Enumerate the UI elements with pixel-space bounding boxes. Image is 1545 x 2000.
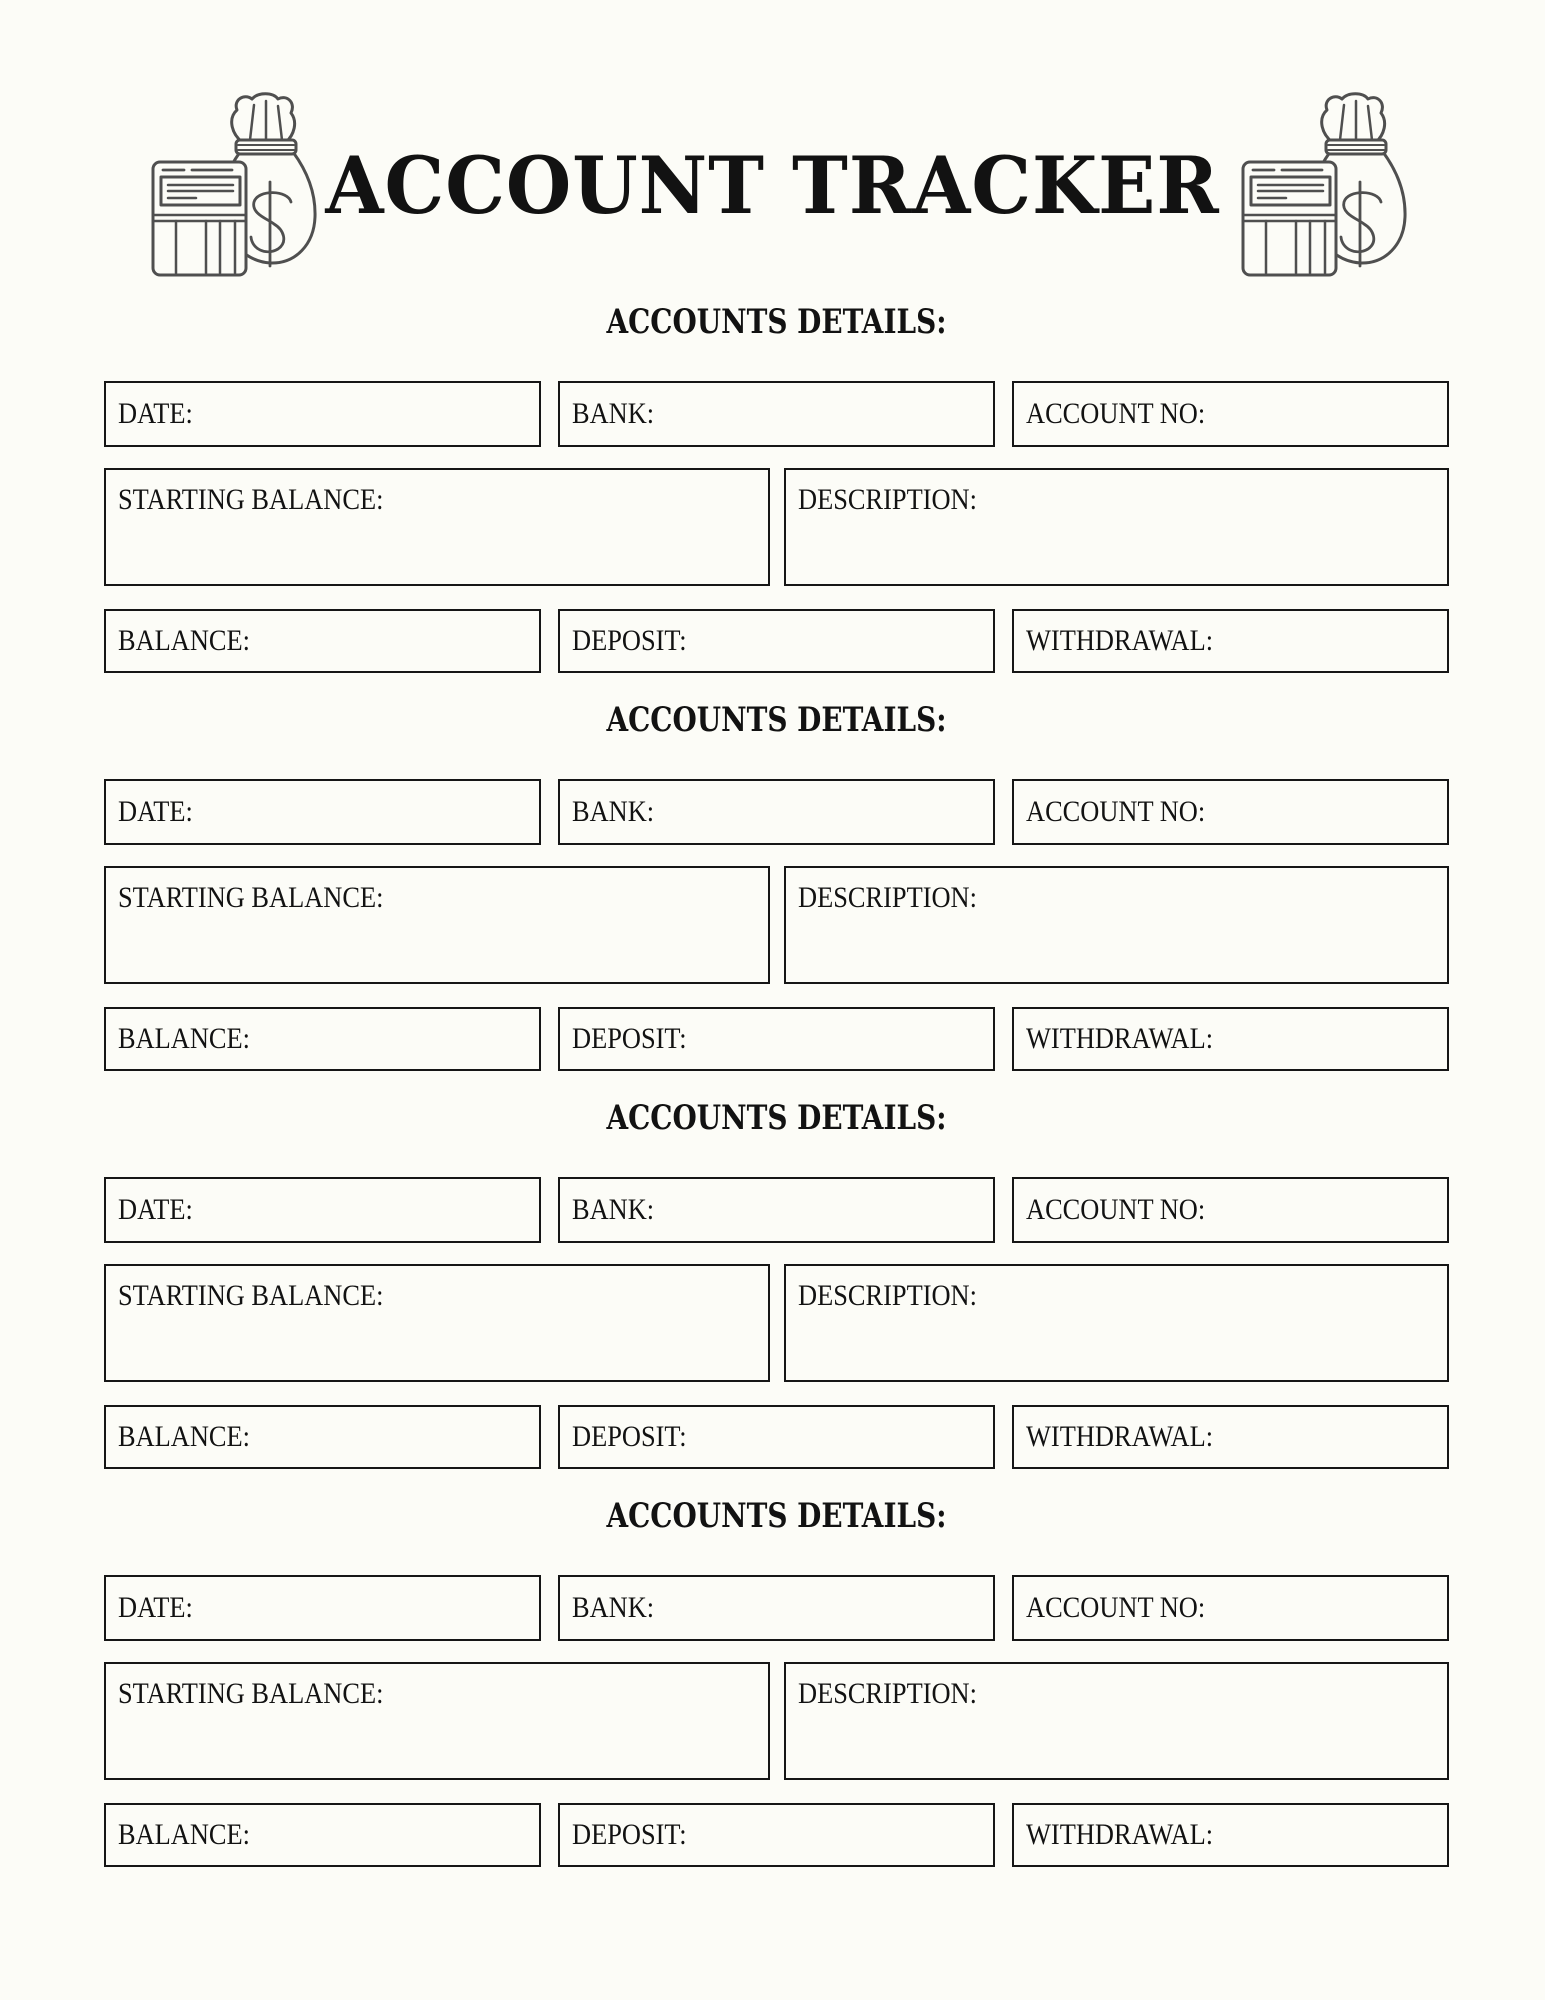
description-label: DESCRIPTION: (797, 1279, 977, 1312)
section-heading: ACCOUNTS DETAILS: (606, 1496, 947, 1536)
bank-label: BANK: (572, 1192, 655, 1226)
withdrawal-label: WITHDRAWAL: (1026, 1817, 1214, 1851)
withdrawal-field[interactable] (1012, 609, 1449, 673)
starting-balance-label: STARTING BALANCE: (118, 881, 384, 914)
section-rows (104, 1177, 1449, 1469)
starting-balance-field[interactable] (104, 1264, 770, 1382)
starting-balance-label: STARTING BALANCE: (118, 483, 384, 516)
description-field[interactable] (784, 866, 1450, 984)
deposit-field[interactable] (558, 1803, 995, 1867)
date-label: DATE: (118, 396, 193, 430)
account-details-section (104, 1098, 1449, 1469)
balance-field[interactable] (104, 1405, 541, 1469)
description-label: DESCRIPTION: (797, 483, 977, 516)
starting-balance-label: STARTING BALANCE: (118, 1279, 384, 1312)
description-field[interactable] (784, 1264, 1450, 1382)
description-label: DESCRIPTION: (797, 881, 977, 914)
cash-register-money-bag-icon (1238, 92, 1410, 282)
bank-label: BANK: (572, 396, 655, 430)
balance-field[interactable] (104, 1803, 541, 1867)
balance-label: BALANCE: (118, 1021, 250, 1055)
section-rows (104, 381, 1449, 673)
deposit-label: DEPOSIT: (572, 1021, 687, 1055)
date-label: DATE: (118, 794, 193, 828)
account-details-section (104, 302, 1449, 673)
field-row (104, 1662, 1449, 1780)
withdrawal-field[interactable] (1012, 1803, 1449, 1867)
field-row (104, 1575, 1449, 1641)
account-no-label: ACCOUNT NO: (1026, 1590, 1206, 1624)
bank-label: BANK: (572, 794, 655, 828)
page-title: ACCOUNT TRACKER (325, 139, 1220, 232)
balance-field[interactable] (104, 609, 541, 673)
field-row (104, 468, 1449, 586)
date-field[interactable] (104, 779, 541, 845)
date-label: DATE: (118, 1590, 193, 1624)
deposit-label: DEPOSIT: (572, 1419, 687, 1453)
starting-balance-field[interactable] (104, 468, 770, 586)
starting-balance-label: STARTING BALANCE: (118, 1677, 384, 1710)
date-field[interactable] (104, 1177, 541, 1243)
deposit-field[interactable] (558, 1405, 995, 1469)
section-rows (104, 1575, 1449, 1867)
deposit-label: DEPOSIT: (572, 1817, 687, 1851)
account-details-section (104, 1496, 1449, 1867)
account-no-field[interactable] (1012, 1575, 1449, 1641)
bank-field[interactable] (558, 1575, 995, 1641)
description-field[interactable] (784, 468, 1450, 586)
section-heading: ACCOUNTS DETAILS: (606, 700, 947, 740)
field-row (104, 1264, 1449, 1382)
balance-field[interactable] (104, 1007, 541, 1071)
field-row (104, 779, 1449, 845)
account-no-field[interactable] (1012, 1177, 1449, 1243)
withdrawal-field[interactable] (1012, 1007, 1449, 1071)
account-no-label: ACCOUNT NO: (1026, 1192, 1206, 1226)
starting-balance-field[interactable] (104, 866, 770, 984)
bank-field[interactable] (558, 779, 995, 845)
withdrawal-label: WITHDRAWAL: (1026, 623, 1214, 657)
starting-balance-field[interactable] (104, 1662, 770, 1780)
field-row (104, 1177, 1449, 1243)
account-no-field[interactable] (1012, 779, 1449, 845)
deposit-label: DEPOSIT: (572, 623, 687, 657)
account-no-label: ACCOUNT NO: (1026, 794, 1206, 828)
section-heading: ACCOUNTS DETAILS: (606, 302, 947, 342)
account-no-field[interactable] (1012, 381, 1449, 447)
deposit-field[interactable] (558, 1007, 995, 1071)
balance-label: BALANCE: (118, 1419, 250, 1453)
account-details-section (104, 700, 1449, 1071)
bank-field[interactable] (558, 381, 995, 447)
field-row (104, 1803, 1449, 1867)
date-field[interactable] (104, 1575, 541, 1641)
account-no-label: ACCOUNT NO: (1026, 396, 1206, 430)
description-label: DESCRIPTION: (797, 1677, 977, 1710)
bank-label: BANK: (572, 1590, 655, 1624)
bank-field[interactable] (558, 1177, 995, 1243)
description-field[interactable] (784, 1662, 1450, 1780)
field-row (104, 1007, 1449, 1071)
field-row (104, 1405, 1449, 1469)
field-row (104, 609, 1449, 673)
date-field[interactable] (104, 381, 541, 447)
balance-label: BALANCE: (118, 623, 250, 657)
field-row (104, 381, 1449, 447)
section-heading: ACCOUNTS DETAILS: (606, 1098, 947, 1138)
withdrawal-field[interactable] (1012, 1405, 1449, 1469)
withdrawal-label: WITHDRAWAL: (1026, 1419, 1214, 1453)
field-row (104, 866, 1449, 984)
withdrawal-label: WITHDRAWAL: (1026, 1021, 1214, 1055)
section-rows (104, 779, 1449, 1071)
header (0, 0, 1545, 300)
deposit-field[interactable] (558, 609, 995, 673)
date-label: DATE: (118, 1192, 193, 1226)
form-sections (104, 302, 1449, 1900)
balance-label: BALANCE: (118, 1817, 250, 1851)
